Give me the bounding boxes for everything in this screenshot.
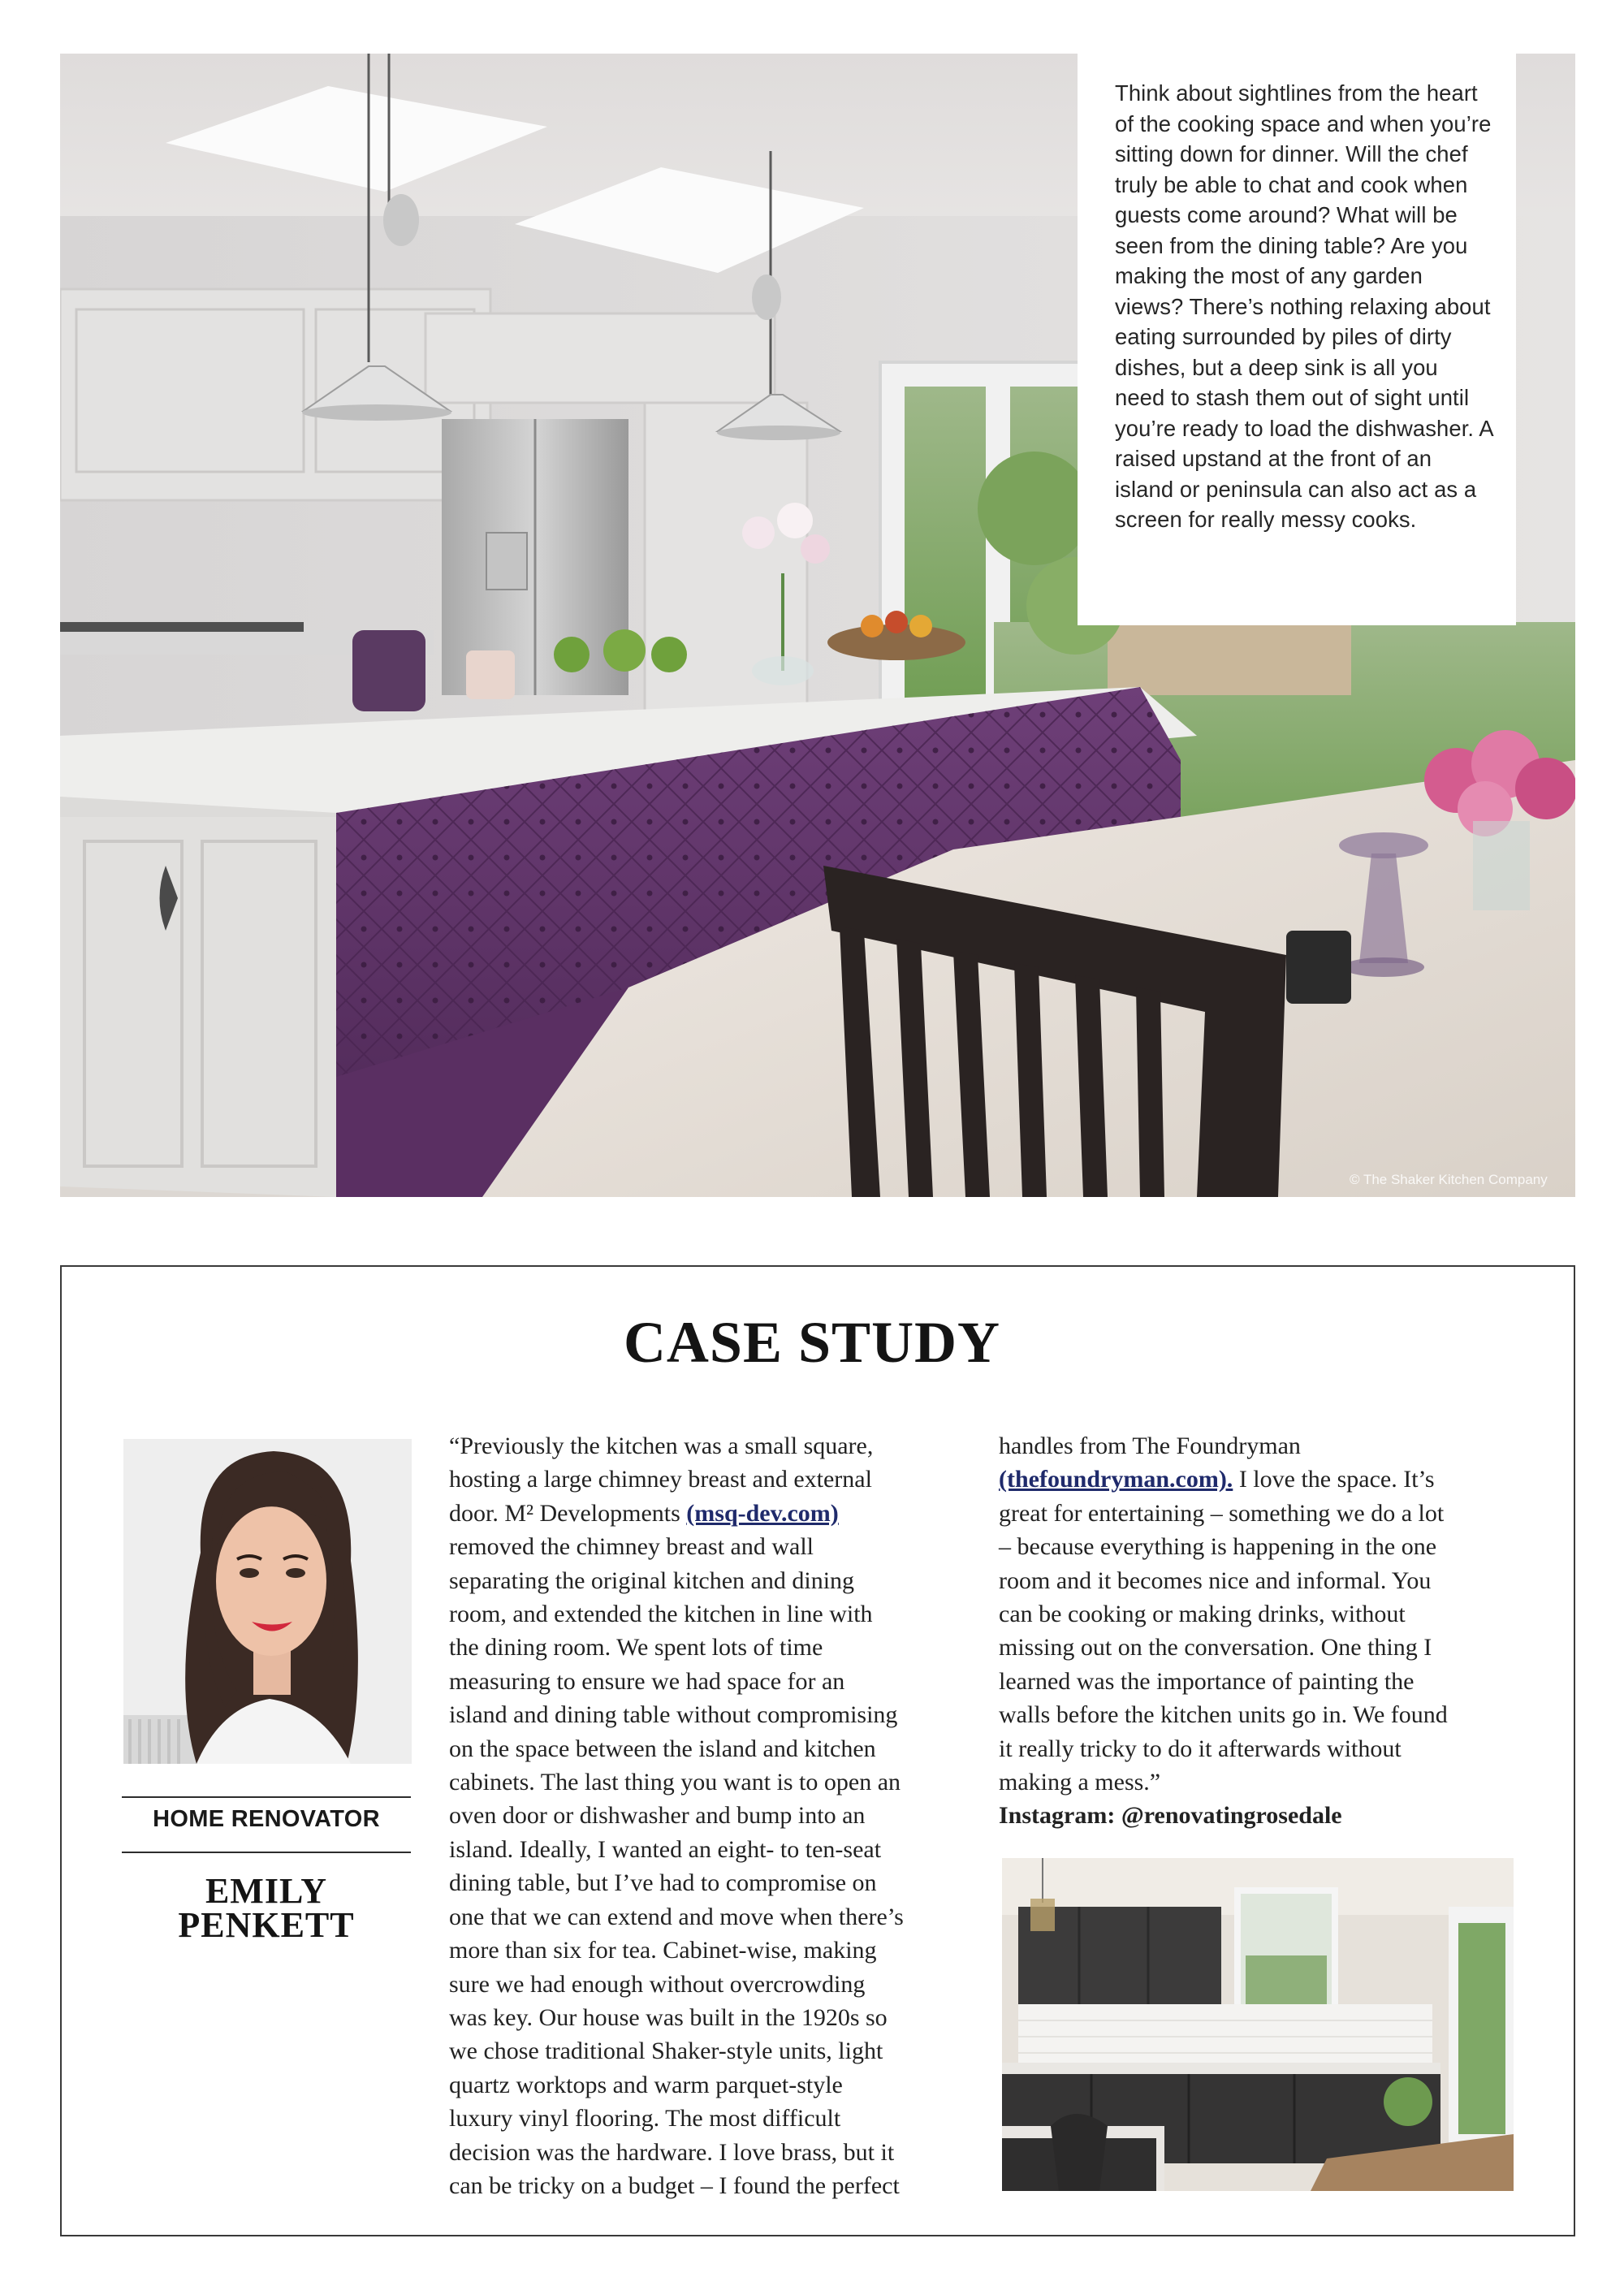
quote-line xyxy=(999,1463,1518,1496)
photo-credit: © The Shaker Kitchen Company xyxy=(1350,1172,1548,1187)
person-name-last: PENKETT xyxy=(178,1905,355,1945)
portrait-photo xyxy=(123,1439,412,1764)
quote-line: – because everything is happening in the one xyxy=(999,1533,1437,1561)
role-rule-bottom xyxy=(122,1852,411,1853)
quote-line: more than six for tea. Cabinet-wise, making xyxy=(449,1937,877,1964)
quote-line: dining table, but I’ve had to compromise on xyxy=(449,1869,877,1897)
sidebar-tip-text: Think about sightlines from the heart of the cooking space and when you’re sitting down for dinner. Will the chef truly be able to chat and cook when guests come around? What will be seen from the dining table? Are you making the most of any garden views? There’s nothing relaxing about eating surrounded by piles of dirty dishes, but a deep sink is all you need to stash them out of sight until you’re ready to load the dishwasher. A raised upstand at the front of an island or peninsula can also act as a screen for really messy cooks. xyxy=(1115,80,1493,532)
quote-line-text: I love the space. It’s xyxy=(1233,1466,1435,1493)
quote-line-text: door. M² Developments xyxy=(449,1499,687,1527)
quote-line: room and it becomes nice and informal. You xyxy=(999,1566,1432,1594)
role-label: HOME RENOVATOR xyxy=(153,1806,380,1832)
role-rule-top xyxy=(122,1796,411,1798)
instagram-handle[interactable]: Instagram: @renovatingrosedale xyxy=(999,1802,1342,1830)
quote-line: measuring to ensure we had space for an xyxy=(449,1667,845,1695)
quote-line: was key. Our house was built in the 1920s so xyxy=(449,2003,888,2031)
small-kitchen-illustration xyxy=(1002,1858,1514,2191)
quote-line: can be cooking or making drinks, without xyxy=(999,1601,1406,1628)
kitchen-after-photo xyxy=(1002,1858,1514,2191)
quote-line: removed the chimney breast and wall xyxy=(449,1533,814,1561)
quote-line: one that we can extend and move when there’s xyxy=(449,1903,904,1930)
quote-line: walls before the kitchen units go in. We found xyxy=(999,1701,1448,1729)
quote-line: separating the original kitchen and dining xyxy=(449,1566,855,1594)
quote-line: island. Ideally, I wanted an eight- to ten-seat xyxy=(449,1835,882,1863)
quote-line: great for entertaining – something we do a lot xyxy=(999,1499,1445,1527)
quote-line: hosting a large chimney breast and external xyxy=(449,1466,872,1493)
person-name-first: EMILY xyxy=(205,1871,328,1911)
quote-column-2 xyxy=(999,1429,1518,1833)
quote-line: the dining room. We spent lots of time xyxy=(449,1634,823,1662)
quote-line: sure we had enough without overcrowding xyxy=(449,1970,866,1998)
quote-line: island and dining table without compromising xyxy=(449,1701,898,1729)
thefoundryman-link[interactable]: (thefoundryman.com). xyxy=(999,1466,1233,1493)
quote-line: oven door or dishwasher and bump into an xyxy=(449,1802,866,1830)
msq-dev-link[interactable]: (msq-dev.com) xyxy=(686,1499,839,1527)
quote-line: it really tricky to do it afterwards without xyxy=(999,1735,1402,1762)
person-name xyxy=(122,1871,411,1945)
quote-line: making a mess.” xyxy=(999,1769,1161,1796)
quote-line: on the space between the island and kitchen xyxy=(449,1735,876,1762)
quote-line: handles from The Foundryman xyxy=(999,1433,1301,1459)
sidebar-tip-box xyxy=(1078,54,1516,625)
quote-column-1 xyxy=(449,1429,969,2202)
quote-line: decision was the hardware. I love brass, but it xyxy=(449,2138,895,2166)
portrait-illustration xyxy=(123,1439,412,1764)
quote-line: cabinets. The last thing you want is to open an xyxy=(449,1769,901,1796)
quote-line: room, and extended the kitchen in line with xyxy=(449,1601,873,1628)
case-study-title: CASE STUDY xyxy=(623,1310,1001,1375)
quote-line xyxy=(449,1497,969,1530)
quote-line: we chose traditional Shaker-style units, light xyxy=(449,2037,883,2065)
quote-line: learned was the importance of painting the xyxy=(999,1667,1415,1695)
quote-line: missing out on the conversation. One thing I xyxy=(999,1634,1432,1662)
quote-line: quartz worktops and warm parquet-style xyxy=(449,2071,843,2098)
quote-line: can be tricky on a budget – I found the perfect xyxy=(449,2171,900,2199)
quote-line: luxury vinyl flooring. The most difficult xyxy=(449,2105,841,2133)
quote-line: “Previously the kitchen was a small square, xyxy=(449,1433,874,1459)
